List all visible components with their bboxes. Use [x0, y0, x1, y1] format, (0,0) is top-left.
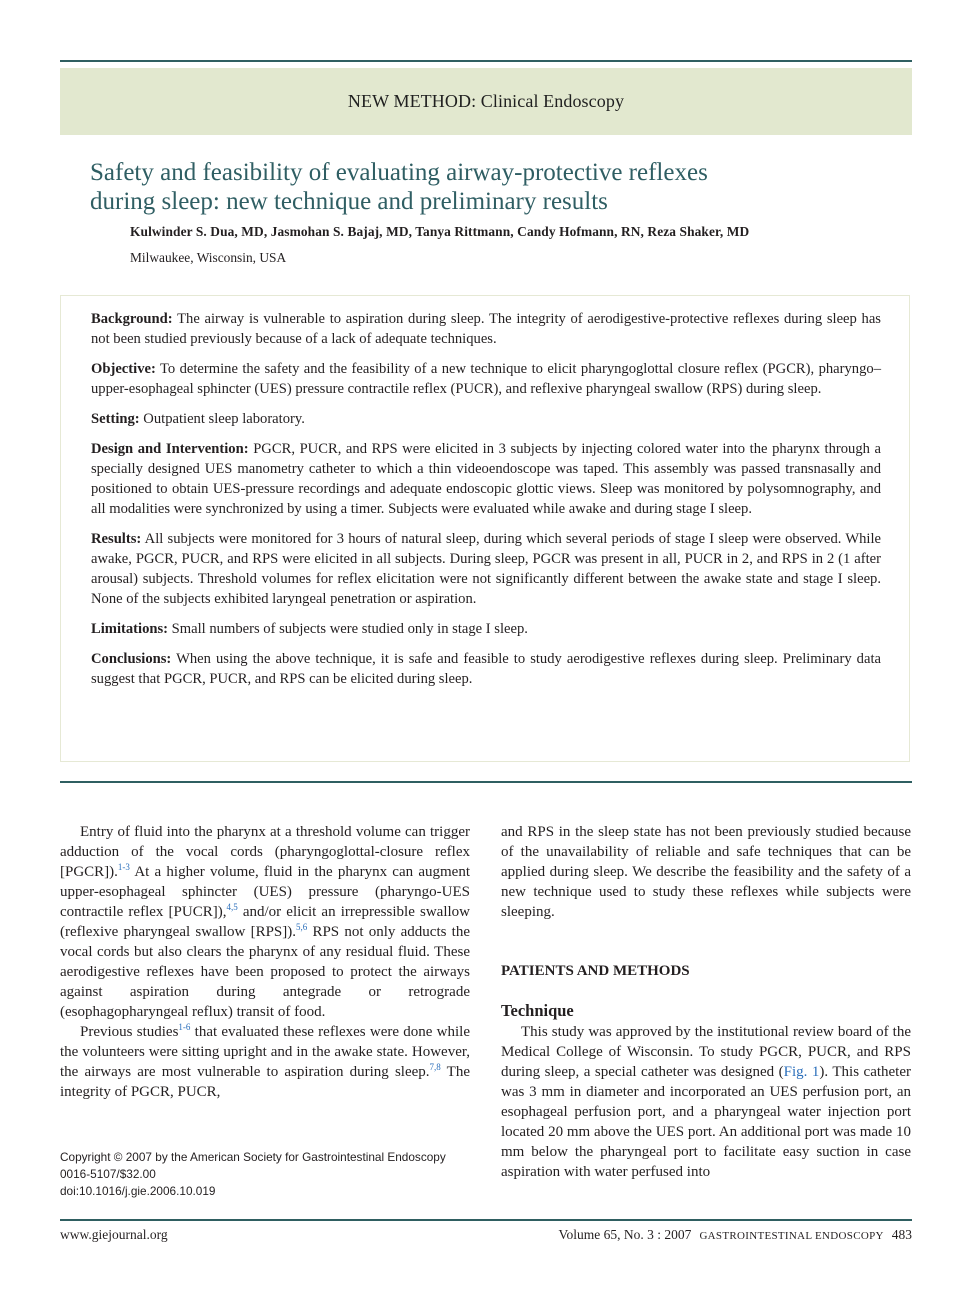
top-rule [60, 60, 912, 62]
abstract-design [91, 439, 881, 519]
abstract-text: To determine the safety and the feasibility of a new technique to elicit pharyngoglottal closure reflex (PGCR), pharyngo–upper-esophageal sphincter (UES) pressure contractile reflex (PUCR), and reflexive pharyngeal swallow (RPS) during sleep. [91, 361, 881, 397]
citation-link[interactable]: 5,6 [296, 922, 308, 932]
footer-citation [559, 1227, 912, 1243]
copyright-block [60, 1149, 480, 1200]
abstract-label: Design and Intervention: [91, 441, 249, 457]
abstract-limitations [91, 619, 881, 639]
citation-link[interactable]: 1-6 [178, 1022, 191, 1032]
body-paragraph [60, 822, 470, 1022]
abstract-content [91, 309, 881, 699]
figure-link[interactable]: Fig. 1 [783, 1064, 820, 1080]
journal-website-link[interactable]: www.giejournal.org [60, 1227, 168, 1242]
author-list: Kulwinder S. Dua, MD, Jasmohan S. Bajaj, MD, Tanya Rittmann, Candy Hofmann, RN, Reza Shaker, MD [130, 224, 750, 239]
volume-info: Volume 65, No. 3 : 2007 [558, 1227, 692, 1242]
body-text: The integrity of PGCR, PUCR, [60, 1064, 470, 1100]
abstract-background [91, 309, 881, 349]
abstract-label: Setting: [91, 411, 140, 427]
abstract-text: Outpatient sleep laboratory. [139, 411, 305, 427]
citation-link[interactable]: 4,5 [226, 902, 238, 912]
abstract-text: When using the above technique, it is safe and feasible to study aerodigestive reflexes during sleep. Preliminary data suggest that PGCR, PUCR, and RPS can be elicited during sleep. [91, 651, 881, 687]
body-column-right [501, 822, 911, 1182]
doi-line: doi:10.1016/j.gie.2006.10.019 [60, 1184, 216, 1198]
body-text: Entry of fluid into the pharynx at a threshold volume can trigger adduction of the vocal cords (pharyngoglottal-closure reflex [PGCR]). [60, 824, 470, 880]
body-paragraph: and RPS in the sleep state has not been previously studied because of the unavailability of reliable and safe techniques that can be applied during sleep. We describe the feasibility and the safety of a new technique used to study these reflexes while subjects were sleeping. [501, 824, 911, 920]
journal-name: GASTROINTESTINAL ENDOSCOPY [699, 1230, 884, 1242]
body-text: RPS not only adducts the vocal cords but also clears the pharynx of any residual fluid. These aerodigestive reflexes have been proposed to protect the airways against aspiration during antegrade or retrograde (esophagopharyngeal reflux) transit of food. [60, 924, 470, 1020]
abstract-text: The airway is vulnerable to aspiration during sleep. The integrity of aerodigestive-protective reflexes during sleep has not been studied previously because of a lack of adequate techniques. [91, 311, 881, 347]
section-header-band [60, 68, 912, 135]
copyright-line: Copyright © 2007 by the American Society for Gastrointestinal Endoscopy [60, 1150, 446, 1164]
abstract-text: PGCR, PUCR, and RPS were elicited in 3 subjects by injecting colored water into the pharynx through a specially designed UES manometry catheter to which a thin videoendoscope was taped. This assembly was passed transnasally and positioned to obtain UES-pressure recordings and adequate endoscopic glottic views. Sleep was monitored by polysomnography, and all modalities were synchronized by using a timer. Subjects were evaluated while awake and during stage I sleep. [91, 441, 881, 517]
abstract-label: Objective: [91, 361, 156, 377]
abstract-label: Limitations: [91, 621, 169, 637]
abstract-text: Small numbers of subjects were studied only in stage I sleep. [168, 621, 528, 637]
citation-link[interactable]: 1-3 [117, 862, 130, 872]
body-text: This study was approved by the institutional review board of the Medical College of Wisconsin. To study PGCR, PUCR, and RPS during sleep, a special catheter was designed ( [501, 1024, 911, 1080]
abstract-results [91, 529, 881, 609]
abstract-setting [91, 409, 881, 429]
issn-line: 0016-5107/$32.00 [60, 1167, 156, 1181]
citation-link[interactable]: 7,8 [429, 1062, 441, 1072]
article-title [90, 158, 890, 216]
abstract-conclusions [91, 649, 881, 689]
body-paragraph [60, 1022, 470, 1102]
body-text: ). This catheter was 3 mm in diameter and incorporated an UES perfusion port, an esophageal perfusion port, and a pharyngeal water injection port located 20 mm above the UES port. An additional port was made 10 mm below the pharyngeal port to facilitate easy suction in case aspiration with water perfused into [501, 1064, 912, 1180]
abstract-label: Results: [91, 531, 142, 547]
body-text: Previous studies [80, 1024, 179, 1040]
author-location: Milwaukee, Wisconsin, USA [130, 250, 287, 265]
abstract-label: Background: [91, 311, 173, 327]
abstract-label: Conclusions: [91, 651, 172, 667]
body-column-left [60, 822, 470, 1102]
abstract-rule [60, 781, 912, 783]
abstract-objective [91, 359, 881, 399]
body-paragraph [501, 1022, 911, 1182]
title-line-2: during sleep: new technique and preliminary results [90, 188, 608, 215]
body-text: At a higher volume, fluid in the pharynx can augment upper-esophageal sphincter (UES) pressure (pharyngo-UES contractile reflex [PUCR]), [60, 864, 470, 920]
subsection-heading: Technique [501, 1001, 574, 1020]
footer-rule [60, 1219, 912, 1221]
abstract-text: All subjects were monitored for 3 hours of natural sleep, during which several periods of stage I sleep were observed. While awake, PGCR, PUCR, and RPS were elicited in all subjects. During sleep, PGCR was present in all, PUCR in 2, and RPS in 2 (1 after arousal) subjects. Threshold volumes for reflex elicitation were not significantly different between the awake state and stage I sleep. None of the subjects exhibited laryngeal penetration or aspiration. [91, 531, 881, 607]
section-label: NEW METHOD: Clinical Endoscopy [347, 91, 625, 111]
title-line-1: Safety and feasibility of evaluating airway-protective reflexes [90, 159, 708, 186]
section-heading: PATIENTS AND METHODS [501, 963, 690, 979]
body-text: that evaluated these reflexes were done while the volunteers were sitting upright and in the awake state. However, the airways are most vulnerable to aspiration during sleep. [60, 1024, 471, 1080]
page-number: 483 [891, 1227, 912, 1242]
body-text: and/or elicit an irrepressible swallow (reflexive pharyngeal swallow [RPS]). [60, 904, 470, 940]
abstract-box [60, 295, 910, 762]
